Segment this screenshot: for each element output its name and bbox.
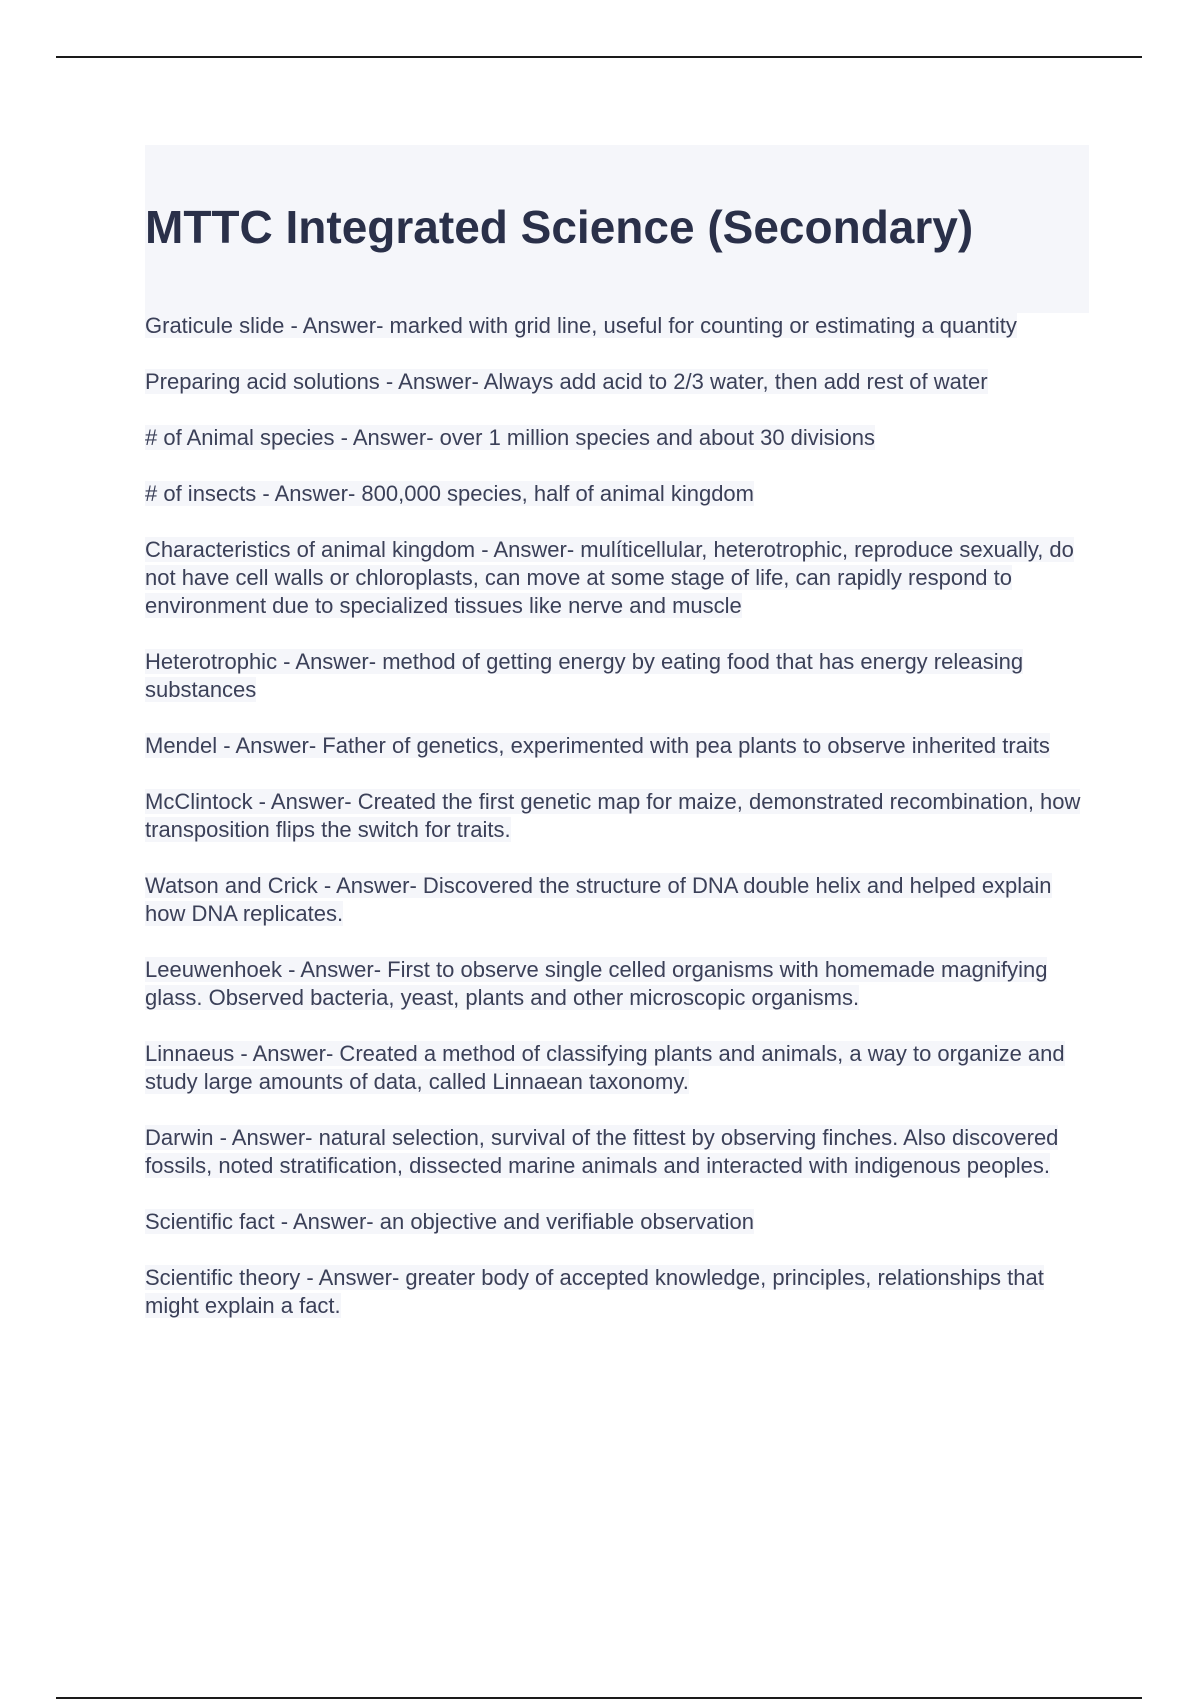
bottom-rule [56, 1697, 1142, 1699]
qa-item [145, 1040, 1095, 1096]
qa-item [145, 872, 1095, 928]
qa-item [145, 536, 1095, 620]
top-rule [56, 56, 1142, 58]
qa-item [145, 312, 1095, 340]
page-title: MTTC Integrated Science (Secondary) [145, 201, 974, 253]
qa-text: Watson and Crick - Answer- Discovered the structure of DNA double helix and helped explain how DNA replicates. [145, 873, 1052, 926]
qa-item [145, 648, 1095, 704]
qa-list [145, 312, 1095, 1348]
qa-text: Darwin - Answer- natural selection, survival of the fittest by observing finches. Also discovered fossils, noted stratification, dissected marine animals and interacted with indigenous peoples. [145, 1125, 1059, 1178]
qa-text: # of insects - Answer- 800,000 species, half of animal kingdom [145, 481, 754, 506]
qa-item [145, 1124, 1095, 1180]
qa-item [145, 956, 1095, 1012]
qa-item [145, 368, 1095, 396]
qa-text: Leeuwenhoek - Answer- First to observe single celled organisms with homemade magnifying glass. Observed bacteria, yeast, plants and other microscopic organisms. [145, 957, 1048, 1010]
qa-text: McClintock - Answer- Created the first genetic map for maize, demonstrated recombination, how transposition flips the switch for traits. [145, 789, 1081, 842]
qa-text: Scientific theory - Answer- greater body of accepted knowledge, principles, relationships that might explain a fact. [145, 1265, 1044, 1318]
qa-text: Graticule slide - Answer- marked with grid line, useful for counting or estimating a quantity [145, 313, 1017, 338]
qa-text: # of Animal species - Answer- over 1 million species and about 30 divisions [145, 425, 876, 450]
qa-text: Mendel - Answer- Father of genetics, experimented with pea plants to observe inherited traits [145, 733, 1050, 758]
qa-item [145, 424, 1095, 452]
qa-text: Heterotrophic - Answer- method of getting energy by eating food that has energy releasing substances [145, 649, 1024, 702]
qa-item [145, 732, 1095, 760]
qa-item [145, 788, 1095, 844]
qa-text: Linnaeus - Answer- Created a method of classifying plants and animals, a way to organize and study large amounts of data, called Linnaean taxonomy. [145, 1041, 1065, 1094]
title-banner [145, 145, 1089, 313]
qa-item [145, 1264, 1095, 1320]
qa-text: Preparing acid solutions - Answer- Always add acid to 2/3 water, then add rest of water [145, 369, 988, 394]
qa-text: Scientific fact - Answer- an objective and verifiable observation [145, 1209, 754, 1234]
qa-item [145, 480, 1095, 508]
qa-text: Characteristics of animal kingdom - Answer- mulíticellular, heterotrophic, reproduce sexually, do not have cell walls or chloroplasts, can move at some stage of life, can rapidly respond to environment due to specialized tissues like nerve and muscle [145, 537, 1074, 618]
qa-item [145, 1208, 1095, 1236]
